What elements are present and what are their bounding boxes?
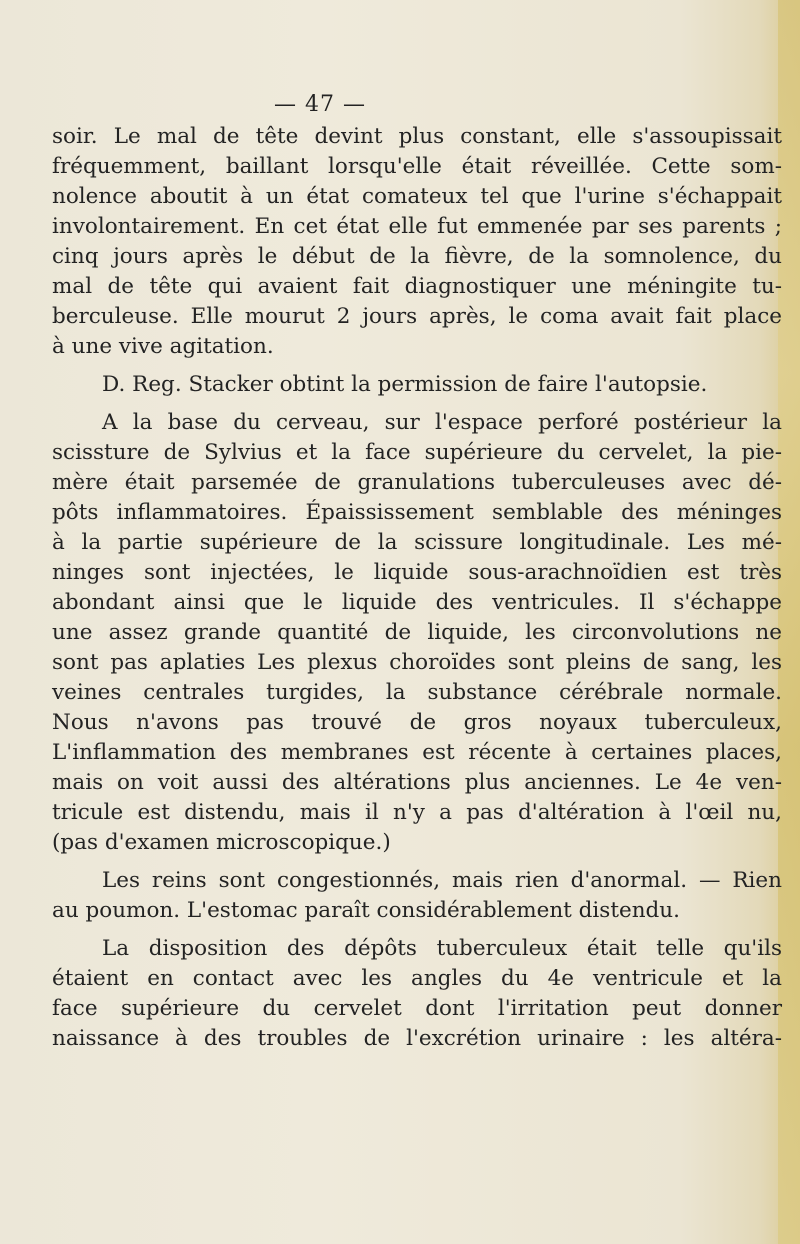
- text-line: involontairement. En cet état elle fut emmenée par ses parents ;: [52, 214, 782, 239]
- text-line: naissance à des troubles de l'excrétion urinaire : les altéra-: [52, 1026, 782, 1051]
- text-line: scissture de Sylvius et la face supérieure du cervelet, la pie-: [52, 440, 782, 465]
- text-line: La disposition des dépôts tuberculeux était telle qu'ils: [102, 936, 782, 961]
- text-line: à la partie supérieure de la scissure longitudinale. Les mé-: [52, 530, 782, 555]
- page-number: — 47 —: [274, 92, 366, 117]
- text-line: (pas d'examen microscopique.): [52, 830, 391, 855]
- text-line: nolence aboutit à un état comateux tel que l'urine s'échappait: [52, 184, 782, 209]
- text-line: au poumon. L'estomac paraît considérablement distendu.: [52, 898, 680, 923]
- text-line: une assez grande quantité de liquide, les circonvolutions ne: [52, 620, 782, 645]
- text-line: D. Reg. Stacker obtint la permission de faire l'autopsie.: [102, 372, 708, 397]
- text-line: ninges sont injectées, le liquide sous-arachnoïdien est très: [52, 560, 782, 585]
- text-line: abondant ainsi que le liquide des ventricules. Il s'échappe: [52, 590, 782, 615]
- text-line: Les reins sont congestionnés, mais rien d'anormal. — Rien: [102, 868, 782, 893]
- body-text: [52, 122, 782, 1054]
- text-line: mère était parsemée de granulations tuberculeuses avec dé-: [52, 470, 782, 495]
- text-line: mais on voit aussi des altérations plus anciennes. Le 4e ven-: [52, 770, 782, 795]
- text-line: berculeuse. Elle mourut 2 jours après, le coma avait fait place: [52, 304, 782, 329]
- text-line: cinq jours après le début de la fièvre, de la somnolence, du: [52, 244, 782, 269]
- text-line: soir. Le mal de tête devint plus constant, elle s'assoupissait: [52, 124, 782, 149]
- text-line: mal de tête qui avaient fait diagnostiquer une méningite tu-: [52, 274, 782, 299]
- text-line: veines centrales turgides, la substance cérébrale normale.: [52, 680, 782, 705]
- text-line: L'inflammation des membranes est récente à certaines places,: [52, 740, 782, 765]
- text-line: tricule est distendu, mais il n'y a pas d'altération à l'œil nu,: [52, 800, 782, 825]
- text-line: étaient en contact avec les angles du 4e ventricule et la: [52, 966, 782, 991]
- text-line: face supérieure du cervelet dont l'irritation peut donner: [52, 996, 782, 1021]
- text-line: sont pas aplaties Les plexus choroïdes sont pleins de sang, les: [52, 650, 782, 675]
- text-line: Nous n'avons pas trouvé de gros noyaux tuberculeux,: [52, 710, 782, 735]
- text-line: à une vive agitation.: [52, 334, 274, 359]
- text-line: A la base du cerveau, sur l'espace perforé postérieur la: [102, 410, 782, 435]
- text-line: pôts inflammatoires. Épaississement semblable des méninges: [52, 500, 782, 525]
- text-line: fréquemment, baillant lorsqu'elle était réveillée. Cette som-: [52, 154, 782, 179]
